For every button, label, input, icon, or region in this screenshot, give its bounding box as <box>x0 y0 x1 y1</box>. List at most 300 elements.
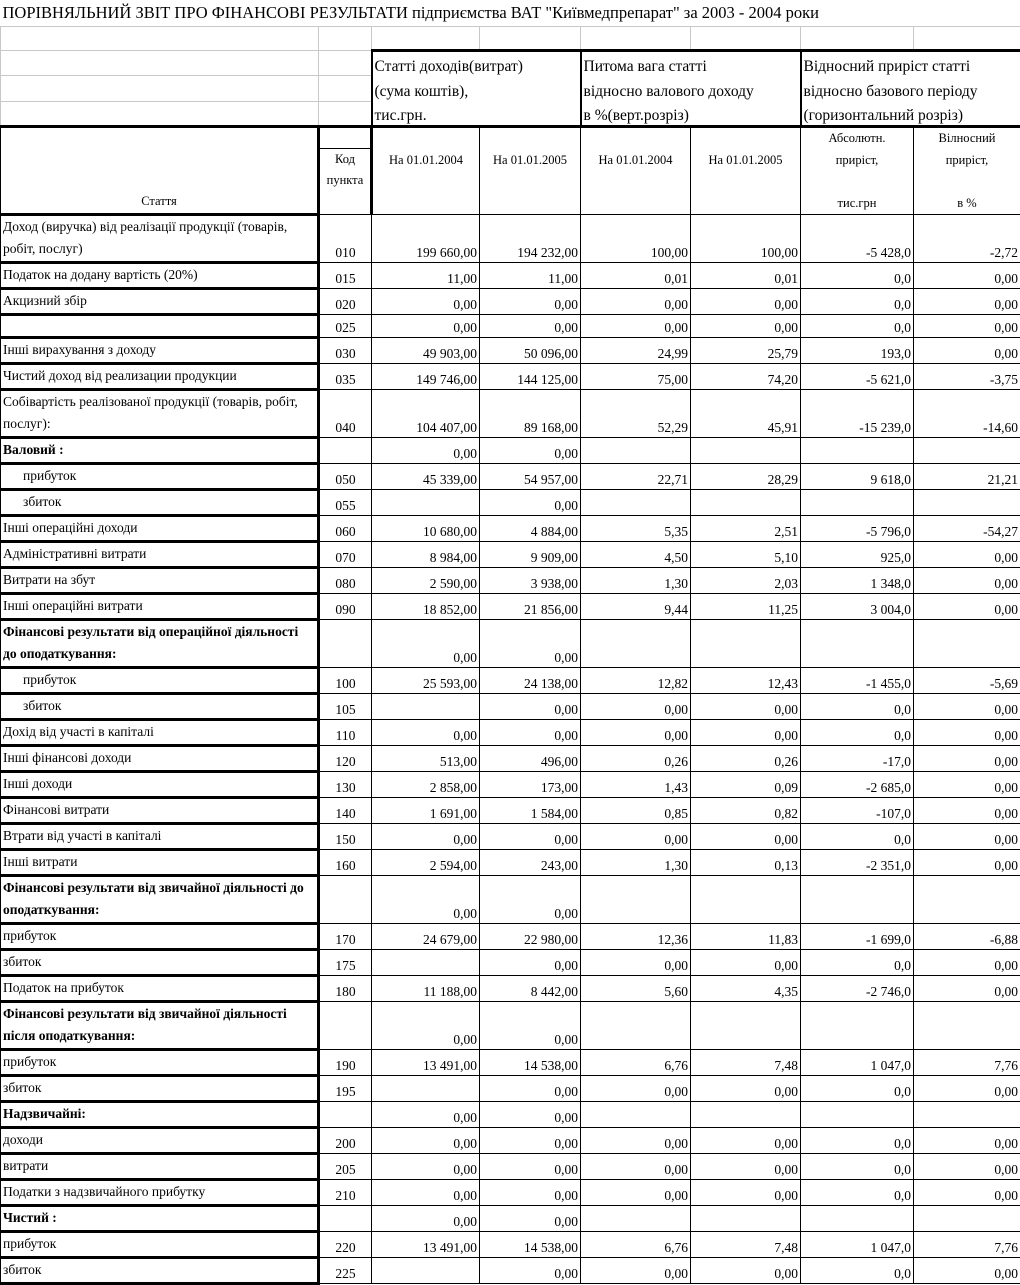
cell-amount-2005: 3 938,00 <box>480 567 581 593</box>
cell-share-2004: 0,00 <box>581 1127 691 1153</box>
row-code: 110 <box>319 719 372 745</box>
cell-share-2004: 5,35 <box>581 515 691 541</box>
cell-share-2005: 0,00 <box>691 693 801 719</box>
cell-amount-2004: 10 680,00 <box>372 515 480 541</box>
row-label: Чистий доход від реализации продукции <box>1 363 319 389</box>
table-row <box>1 289 1020 315</box>
header-article: Стаття <box>1 127 319 215</box>
cell-amount-2005: 1 584,00 <box>480 797 581 823</box>
cell-amount-2005: 194 232,00 <box>480 215 581 263</box>
cell-rel-growth: 0,00 <box>914 745 1020 771</box>
cell-share-2005: 0,13 <box>691 849 801 875</box>
cell-share-2004: 1,30 <box>581 849 691 875</box>
row-label: збиток <box>1 1257 319 1283</box>
cell-rel-growth: 7,76 <box>914 1049 1020 1075</box>
cell-rel-growth: 0,00 <box>914 949 1020 975</box>
cell-share-2004: 0,00 <box>581 289 691 315</box>
row-label: Фінансові результати від операційної діяльності до оподаткування: <box>1 619 319 667</box>
cell-share-2005: 74,20 <box>691 363 801 389</box>
cell-abs-growth <box>801 489 914 515</box>
row-label: Втрати від участі в капіталі <box>1 823 319 849</box>
cell-share-2005: 0,00 <box>691 1075 801 1101</box>
table-row <box>1 719 1020 745</box>
table-row <box>1 1127 1020 1153</box>
cell-amount-2005: 0,00 <box>480 619 581 667</box>
row-code: 175 <box>319 949 372 975</box>
cell-amount-2004: 0,00 <box>372 315 480 338</box>
cell-amount-2005: 0,00 <box>480 875 581 923</box>
row-label: Чистий : <box>1 1205 319 1231</box>
cell-amount-2004 <box>372 693 480 719</box>
header-code: Код пункта <box>319 148 372 215</box>
row-label: Інші операційні витрати <box>1 593 319 619</box>
row-code: 090 <box>319 593 372 619</box>
cell-amount-2005: 144 125,00 <box>480 363 581 389</box>
cell-rel-growth: 0,00 <box>914 975 1020 1001</box>
cell-amount-2005: 0,00 <box>480 489 581 515</box>
table-row <box>1 1075 1020 1101</box>
cell-share-2004: 12,82 <box>581 667 691 693</box>
cell-abs-growth: 193,0 <box>801 337 914 363</box>
cell-amount-2005: 0,00 <box>480 315 581 338</box>
row-label: Інші вирахування з доходу <box>1 337 319 363</box>
cell-share-2005: 45,91 <box>691 389 801 437</box>
cell-amount-2004: 0,00 <box>372 289 480 315</box>
table-row <box>1 875 1020 923</box>
cell-amount-2004: 8 984,00 <box>372 541 480 567</box>
cell-share-2005: 0,00 <box>691 1257 801 1283</box>
cell-share-2004 <box>581 1205 691 1231</box>
cell-rel-growth: -6,88 <box>914 923 1020 949</box>
cell-amount-2005: 0,00 <box>480 289 581 315</box>
cell-amount-2005: 0,00 <box>480 949 581 975</box>
cell-rel-growth: -3,75 <box>914 363 1020 389</box>
row-label: прибуток <box>1 1231 319 1257</box>
cell-amount-2005: 0,00 <box>480 1001 581 1049</box>
row-code: 200 <box>319 1127 372 1153</box>
cell-abs-growth <box>801 1001 914 1049</box>
table-row <box>1 515 1020 541</box>
cell-abs-growth <box>801 1205 914 1231</box>
cell-share-2005: 5,10 <box>691 541 801 567</box>
cell-rel-growth: 0,00 <box>914 693 1020 719</box>
cell-share-2005: 0,00 <box>691 1179 801 1205</box>
cell-amount-2005: 14 538,00 <box>480 1049 581 1075</box>
cell-abs-growth: -2 746,0 <box>801 975 914 1001</box>
cell-amount-2005: 0,00 <box>480 693 581 719</box>
row-label: Інші витрати <box>1 849 319 875</box>
cell-rel-growth: 0,00 <box>914 797 1020 823</box>
cell-rel-growth: 0,00 <box>914 1153 1020 1179</box>
cell-amount-2004: 2 858,00 <box>372 771 480 797</box>
table-row <box>1 771 1020 797</box>
cell-amount-2005: 24 138,00 <box>480 667 581 693</box>
cell-rel-growth: 21,21 <box>914 463 1020 489</box>
cell-amount-2004: 0,00 <box>372 1101 480 1127</box>
cell-abs-growth: 3 004,0 <box>801 593 914 619</box>
cell-abs-growth: 0,0 <box>801 1153 914 1179</box>
cell-share-2004 <box>581 1101 691 1127</box>
row-code <box>319 1101 372 1127</box>
row-code: 080 <box>319 567 372 593</box>
row-code: 040 <box>319 389 372 437</box>
cell-share-2005: 0,00 <box>691 1127 801 1153</box>
row-code: 205 <box>319 1153 372 1179</box>
row-code: 030 <box>319 337 372 363</box>
cell-share-2004: 0,01 <box>581 263 691 289</box>
cell-abs-growth: 0,0 <box>801 1179 914 1205</box>
cell-amount-2005: 8 442,00 <box>480 975 581 1001</box>
cell-rel-growth: 0,00 <box>914 719 1020 745</box>
cell-rel-growth: 0,00 <box>914 289 1020 315</box>
cell-amount-2005: 21 856,00 <box>480 593 581 619</box>
row-label: Інші операційні доходи <box>1 515 319 541</box>
header-date-4: На 01.01.2005 <box>691 127 801 215</box>
cell-share-2005: 4,35 <box>691 975 801 1001</box>
cell-amount-2005: 0,00 <box>480 1127 581 1153</box>
cell-amount-2004: 0,00 <box>372 1153 480 1179</box>
row-code: 170 <box>319 923 372 949</box>
cell-amount-2004: 0,00 <box>372 1001 480 1049</box>
cell-share-2004: 0,85 <box>581 797 691 823</box>
cell-share-2005: 0,00 <box>691 289 801 315</box>
table-row <box>1 1179 1020 1205</box>
row-label <box>1 315 319 338</box>
row-label: Адміністративні витрати <box>1 541 319 567</box>
cell-share-2005: 0,00 <box>691 823 801 849</box>
table-row <box>1 619 1020 667</box>
cell-abs-growth: 1 348,0 <box>801 567 914 593</box>
cell-abs-growth: 0,0 <box>801 949 914 975</box>
row-code: 210 <box>319 1179 372 1205</box>
cell-share-2005 <box>691 489 801 515</box>
table-row <box>1 437 1020 463</box>
cell-amount-2004: 0,00 <box>372 1179 480 1205</box>
row-code: 180 <box>319 975 372 1001</box>
table-row <box>1 1205 1020 1231</box>
table-row <box>1 949 1020 975</box>
row-label: Податок на додану вартість (20%) <box>1 263 319 289</box>
cell-amount-2005: 50 096,00 <box>480 337 581 363</box>
cell-amount-2004: 0,00 <box>372 1205 480 1231</box>
cell-abs-growth <box>801 437 914 463</box>
group-vertical-line3: в %(верт.розріз) <box>581 101 801 127</box>
cell-share-2005: 2,51 <box>691 515 801 541</box>
cell-share-2005 <box>691 619 801 667</box>
cell-amount-2005: 4 884,00 <box>480 515 581 541</box>
cell-amount-2005: 0,00 <box>480 719 581 745</box>
cell-amount-2004: 11,00 <box>372 263 480 289</box>
cell-rel-growth <box>914 1205 1020 1231</box>
column-headers <box>1 127 1020 215</box>
cell-share-2005: 0,00 <box>691 719 801 745</box>
cell-share-2005: 0,09 <box>691 771 801 797</box>
cell-amount-2004: 45 339,00 <box>372 463 480 489</box>
table-row <box>1 693 1020 719</box>
cell-amount-2005: 0,00 <box>480 823 581 849</box>
row-label: збиток <box>1 949 319 975</box>
cell-share-2005: 0,00 <box>691 1153 801 1179</box>
cell-share-2005: 2,03 <box>691 567 801 593</box>
group-vertical: Питома вага статті <box>581 50 801 76</box>
row-code: 160 <box>319 849 372 875</box>
cell-abs-growth: 0,0 <box>801 693 914 719</box>
cell-rel-growth <box>914 1101 1020 1127</box>
row-code: 225 <box>319 1257 372 1283</box>
cell-rel-growth: -54,27 <box>914 515 1020 541</box>
cell-share-2004: 0,00 <box>581 1179 691 1205</box>
cell-amount-2005: 0,00 <box>480 437 581 463</box>
cell-rel-growth <box>914 489 1020 515</box>
row-code: 140 <box>319 797 372 823</box>
group-horizontal-line3: (горизонтальний розріз) <box>801 101 1020 127</box>
cell-abs-growth <box>801 619 914 667</box>
cell-amount-2004: 104 407,00 <box>372 389 480 437</box>
cell-amount-2004 <box>372 1075 480 1101</box>
cell-share-2004: 0,00 <box>581 949 691 975</box>
cell-abs-growth: -1 455,0 <box>801 667 914 693</box>
row-label: Фінансові результати від звичайної діяльності після оподаткування: <box>1 1001 319 1049</box>
row-label: витрати <box>1 1153 319 1179</box>
row-label: Надзвичайні: <box>1 1101 319 1127</box>
cell-abs-growth: 0,0 <box>801 1075 914 1101</box>
row-code <box>319 1001 372 1049</box>
row-label: збиток <box>1 489 319 515</box>
cell-amount-2004: 25 593,00 <box>372 667 480 693</box>
cell-share-2005 <box>691 437 801 463</box>
group-headers <box>1 50 1020 127</box>
cell-amount-2005: 0,00 <box>480 1101 581 1127</box>
row-code <box>319 1205 372 1231</box>
cell-abs-growth: 0,0 <box>801 1257 914 1283</box>
row-label: доходи <box>1 1127 319 1153</box>
cell-amount-2005: 89 168,00 <box>480 389 581 437</box>
table-row <box>1 463 1020 489</box>
row-code <box>319 875 372 923</box>
table-row <box>1 337 1020 363</box>
group-amounts-line2: (сума коштів), <box>372 76 581 102</box>
row-label: Податки з надзвичайного прибутку <box>1 1179 319 1205</box>
cell-abs-growth: -5 621,0 <box>801 363 914 389</box>
cell-share-2004: 0,00 <box>581 719 691 745</box>
cell-share-2004: 0,00 <box>581 1075 691 1101</box>
cell-amount-2005: 54 957,00 <box>480 463 581 489</box>
cell-share-2005 <box>691 1205 801 1231</box>
group-horizontal: Відносний приріст статті <box>801 50 1020 76</box>
cell-amount-2005: 173,00 <box>480 771 581 797</box>
row-label: Інші доходи <box>1 771 319 797</box>
cell-abs-growth: -2 351,0 <box>801 849 914 875</box>
cell-share-2004: 24,99 <box>581 337 691 363</box>
cell-amount-2004: 513,00 <box>372 745 480 771</box>
cell-amount-2005: 496,00 <box>480 745 581 771</box>
cell-share-2005: 0,82 <box>691 797 801 823</box>
row-code: 035 <box>319 363 372 389</box>
cell-rel-growth: 0,00 <box>914 593 1020 619</box>
row-code: 015 <box>319 263 372 289</box>
cell-share-2004: 22,71 <box>581 463 691 489</box>
cell-rel-growth: -14,60 <box>914 389 1020 437</box>
cell-share-2004: 12,36 <box>581 923 691 949</box>
table-row <box>1 215 1020 263</box>
row-code <box>319 619 372 667</box>
cell-abs-growth: 1 047,0 <box>801 1231 914 1257</box>
cell-abs-growth: -5 796,0 <box>801 515 914 541</box>
cell-share-2004: 4,50 <box>581 541 691 567</box>
cell-rel-growth: 0,00 <box>914 1075 1020 1101</box>
cell-amount-2004: 0,00 <box>372 719 480 745</box>
row-label: прибуток <box>1 463 319 489</box>
row-label: Податок на прибуток <box>1 975 319 1001</box>
cell-amount-2005: 9 909,00 <box>480 541 581 567</box>
cell-share-2005: 0,00 <box>691 315 801 338</box>
cell-rel-growth: 0,00 <box>914 1179 1020 1205</box>
cell-amount-2004: 0,00 <box>372 823 480 849</box>
cell-amount-2004: 0,00 <box>372 875 480 923</box>
cell-rel-growth: 0,00 <box>914 1257 1020 1283</box>
cell-amount-2005: 0,00 <box>480 1153 581 1179</box>
table-row <box>1 593 1020 619</box>
group-horizontal-line2: відносно базового періоду <box>801 76 1020 102</box>
cell-abs-growth: 0,0 <box>801 263 914 289</box>
table-row <box>1 923 1020 949</box>
row-code: 060 <box>319 515 372 541</box>
row-label: Акцизний збір <box>1 289 319 315</box>
cell-amount-2004: 2 594,00 <box>372 849 480 875</box>
header-date-1: На 01.01.2004 <box>372 127 480 215</box>
cell-amount-2004: 199 660,00 <box>372 215 480 263</box>
cell-rel-growth: -5,69 <box>914 667 1020 693</box>
cell-abs-growth: -107,0 <box>801 797 914 823</box>
cell-share-2004 <box>581 489 691 515</box>
cell-share-2004: 1,43 <box>581 771 691 797</box>
row-label: Інші фінансові доходи <box>1 745 319 771</box>
cell-rel-growth: 0,00 <box>914 567 1020 593</box>
cell-rel-growth: 0,00 <box>914 771 1020 797</box>
cell-rel-growth <box>914 437 1020 463</box>
cell-share-2005: 11,25 <box>691 593 801 619</box>
cell-share-2004 <box>581 437 691 463</box>
cell-abs-growth: -1 699,0 <box>801 923 914 949</box>
cell-share-2004: 0,26 <box>581 745 691 771</box>
table-row <box>1 541 1020 567</box>
cell-amount-2004: 149 746,00 <box>372 363 480 389</box>
row-label: прибуток <box>1 667 319 693</box>
row-label: Фінансові витрати <box>1 797 319 823</box>
cell-share-2004 <box>581 875 691 923</box>
row-code: 220 <box>319 1231 372 1257</box>
table-row <box>1 489 1020 515</box>
cell-abs-growth: -5 428,0 <box>801 215 914 263</box>
table-row <box>1 389 1020 437</box>
cell-rel-growth: 0,00 <box>914 337 1020 363</box>
row-code: 025 <box>319 315 372 338</box>
table-row <box>1 1231 1020 1257</box>
cell-share-2005: 0,01 <box>691 263 801 289</box>
cell-share-2004 <box>581 619 691 667</box>
cell-amount-2004: 24 679,00 <box>372 923 480 949</box>
cell-amount-2004: 1 691,00 <box>372 797 480 823</box>
cell-rel-growth: 0,00 <box>914 541 1020 567</box>
cell-share-2004: 0,00 <box>581 693 691 719</box>
cell-amount-2004: 0,00 <box>372 619 480 667</box>
cell-amount-2005: 0,00 <box>480 1075 581 1101</box>
row-label: Дохід від участі в капіталі <box>1 719 319 745</box>
row-label: прибуток <box>1 923 319 949</box>
cell-share-2005 <box>691 875 801 923</box>
cell-abs-growth: -15 239,0 <box>801 389 914 437</box>
table-row <box>1 667 1020 693</box>
cell-abs-growth <box>801 875 914 923</box>
row-label: Валовий : <box>1 437 319 463</box>
cell-share-2005: 0,26 <box>691 745 801 771</box>
cell-share-2005 <box>691 1101 801 1127</box>
table-row <box>1 1153 1020 1179</box>
cell-amount-2005: 14 538,00 <box>480 1231 581 1257</box>
row-code: 105 <box>319 693 372 719</box>
cell-share-2004: 0,00 <box>581 1153 691 1179</box>
table-row <box>1 1257 1020 1283</box>
cell-abs-growth: 925,0 <box>801 541 914 567</box>
cell-abs-growth: 0,0 <box>801 289 914 315</box>
table-row <box>1 849 1020 875</box>
row-code: 020 <box>319 289 372 315</box>
group-amounts: Статті доходів(витрат) <box>372 50 581 76</box>
cell-amount-2004: 18 852,00 <box>372 593 480 619</box>
cell-amount-2004: 2 590,00 <box>372 567 480 593</box>
row-code <box>319 437 372 463</box>
cell-rel-growth <box>914 1001 1020 1049</box>
header-date-3: На 01.01.2004 <box>581 127 691 215</box>
cell-abs-growth: -2 685,0 <box>801 771 914 797</box>
cell-abs-growth: 0,0 <box>801 719 914 745</box>
group-amounts-line3: тис.грн. <box>372 101 581 127</box>
table-row <box>1 745 1020 771</box>
table-row <box>1 1001 1020 1049</box>
row-code: 100 <box>319 667 372 693</box>
cell-amount-2005: 0,00 <box>480 1257 581 1283</box>
cell-share-2004: 52,29 <box>581 389 691 437</box>
row-label: Витрати на збут <box>1 567 319 593</box>
cell-amount-2005: 0,00 <box>480 1205 581 1231</box>
cell-share-2004: 0,00 <box>581 1257 691 1283</box>
row-label: прибуток <box>1 1049 319 1075</box>
cell-share-2004 <box>581 1001 691 1049</box>
cell-share-2005: 12,43 <box>691 667 801 693</box>
cell-share-2005: 100,00 <box>691 215 801 263</box>
cell-rel-growth: 7,76 <box>914 1231 1020 1257</box>
row-label: збиток <box>1 1075 319 1101</box>
report-title: ПОРІВНЯЛЬНИЙ ЗВІТ ПРО ФІНАНСОВІ РЕЗУЛЬТАТИ підприємства ВАТ "Київмедпрепарат" за 2003 - 2004 роки <box>1 0 1020 26</box>
group-vertical-line2: відносно валового доходу <box>581 76 801 102</box>
table-row <box>1 823 1020 849</box>
cell-amount-2004: 0,00 <box>372 437 480 463</box>
table-row <box>1 1049 1020 1075</box>
cell-share-2004: 1,30 <box>581 567 691 593</box>
row-code: 195 <box>319 1075 372 1101</box>
cell-share-2004: 100,00 <box>581 215 691 263</box>
table-row <box>1 567 1020 593</box>
row-code: 190 <box>319 1049 372 1075</box>
header-rel-growth: Вілносний приріст, в % <box>914 127 1020 215</box>
cell-share-2005: 25,79 <box>691 337 801 363</box>
table-row <box>1 975 1020 1001</box>
cell-share-2005: 0,00 <box>691 949 801 975</box>
header-date-2: На 01.01.2005 <box>480 127 581 215</box>
cell-rel-growth: 0,00 <box>914 823 1020 849</box>
cell-share-2004: 9,44 <box>581 593 691 619</box>
cell-amount-2004 <box>372 1257 480 1283</box>
